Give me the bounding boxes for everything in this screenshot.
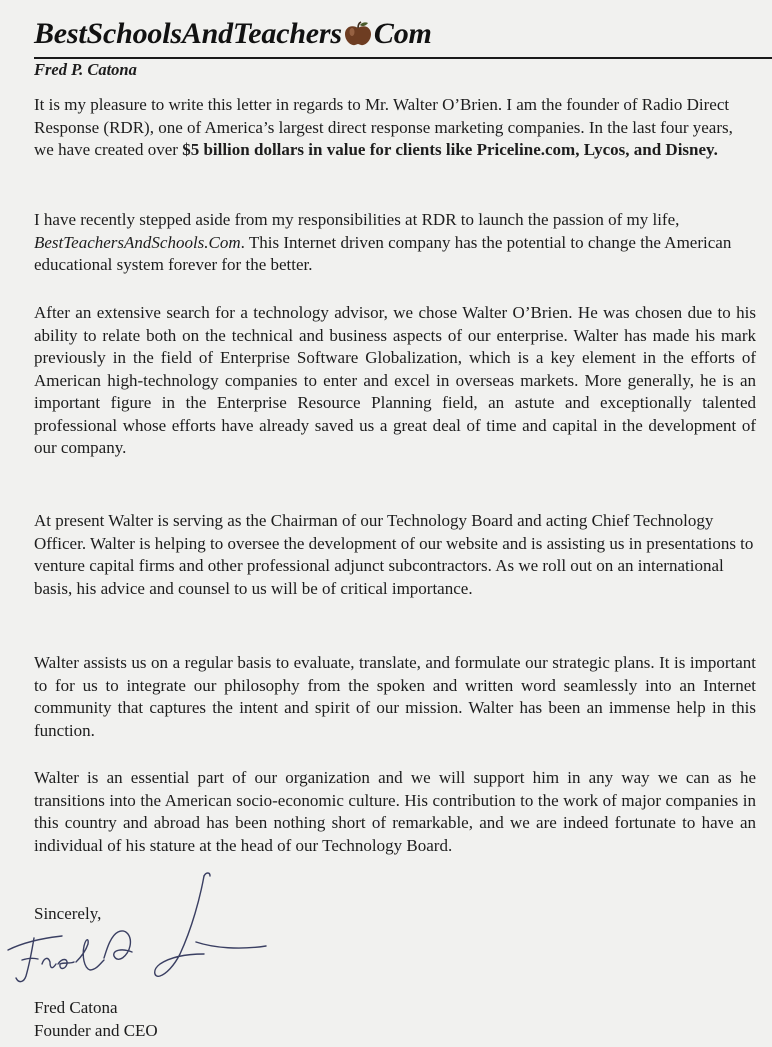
- paragraph-1-bold: $5 billion dollars in value for clients like Priceline.com, Lycos, and Disney.: [182, 140, 718, 159]
- brand-name-part2: Com: [373, 17, 432, 50]
- handwritten-signature: [4, 858, 274, 998]
- brand-logo: [34, 16, 764, 52]
- paragraph-3: After an extensive search for a technology advisor, we chose Walter O’Brien. He was chosen due to his ability to relate both on the technical and business aspects of our enterprise. Walter has made his mark previously in the field of Enterprise Software Globalization, which is a key element in the efforts of American high-technology companies to enter and excel in overseas markets. More generally, he is an important figure in the Enterprise Resource Planning field, an astute and exceptionally talented professional whose efforts have already saved us a great deal of time and capital in the development of our company.: [34, 303, 756, 457]
- letterhead-author: Fred P. Catona: [34, 60, 137, 79]
- paragraph-2: [34, 209, 756, 277]
- letterhead-rule: [34, 57, 772, 59]
- paragraph-2-before: I have recently stepped aside from my responsibilities at RDR to launch the passion of my life,: [34, 210, 680, 229]
- paragraph-2-italic: BestTeachersAndSchools.Com: [34, 232, 241, 252]
- letterhead: [34, 16, 764, 79]
- paragraph-2-after: . This Internet driven company has the potential to change the American educational system forever for the better.: [34, 232, 732, 274]
- closing-salutation: Sincerely,: [34, 904, 102, 923]
- paragraph-4: At present Walter is serving as the Chairman of our Technology Board and acting Chief Technology Officer. Walter is helping to oversee the development of our website and is assisting us in presentations to venture capital firms and other professional adjunct subcontractors. As we roll out on an international basis, his advice and counsel to us will be of critical importance.: [34, 511, 754, 598]
- paragraph-6: Walter is an essential part of our organization and we will support him in any way we can as he transitions into the American socio-economic culture. His contribution to the work of major companies in this country and abroad has been nothing short of remarkable, and we are indeed fortunate to have an individual of his stature at the head of our Technology Board.: [34, 768, 756, 855]
- paragraph-1: [34, 94, 756, 162]
- paragraph-5: Walter assists us on a regular basis to evaluate, translate, and formulate our strategic plans. It is important to for us to integrate our philosophy from the spoken and written word seamlessly into an Internet community that captures the intent and spirit of our mission. Walter has been an immense help in this function.: [34, 653, 756, 740]
- apple-icon: [343, 21, 373, 47]
- paragraph-1-text: It is my pleasure to write this letter in regards to Mr. Walter O’Brien. I am the founder of Radio Direct Response (RDR), one of America’s largest direct response marketing companies. In the last four years, we have created over: [34, 95, 733, 159]
- signatory-title: Founder and CEO: [34, 1021, 158, 1040]
- signatory-name: Fred Catona: [34, 998, 118, 1017]
- signature-script-text: Fred: [4, 858, 7, 859]
- brand-name-part1: BestSchoolsAndTeachers: [34, 17, 342, 50]
